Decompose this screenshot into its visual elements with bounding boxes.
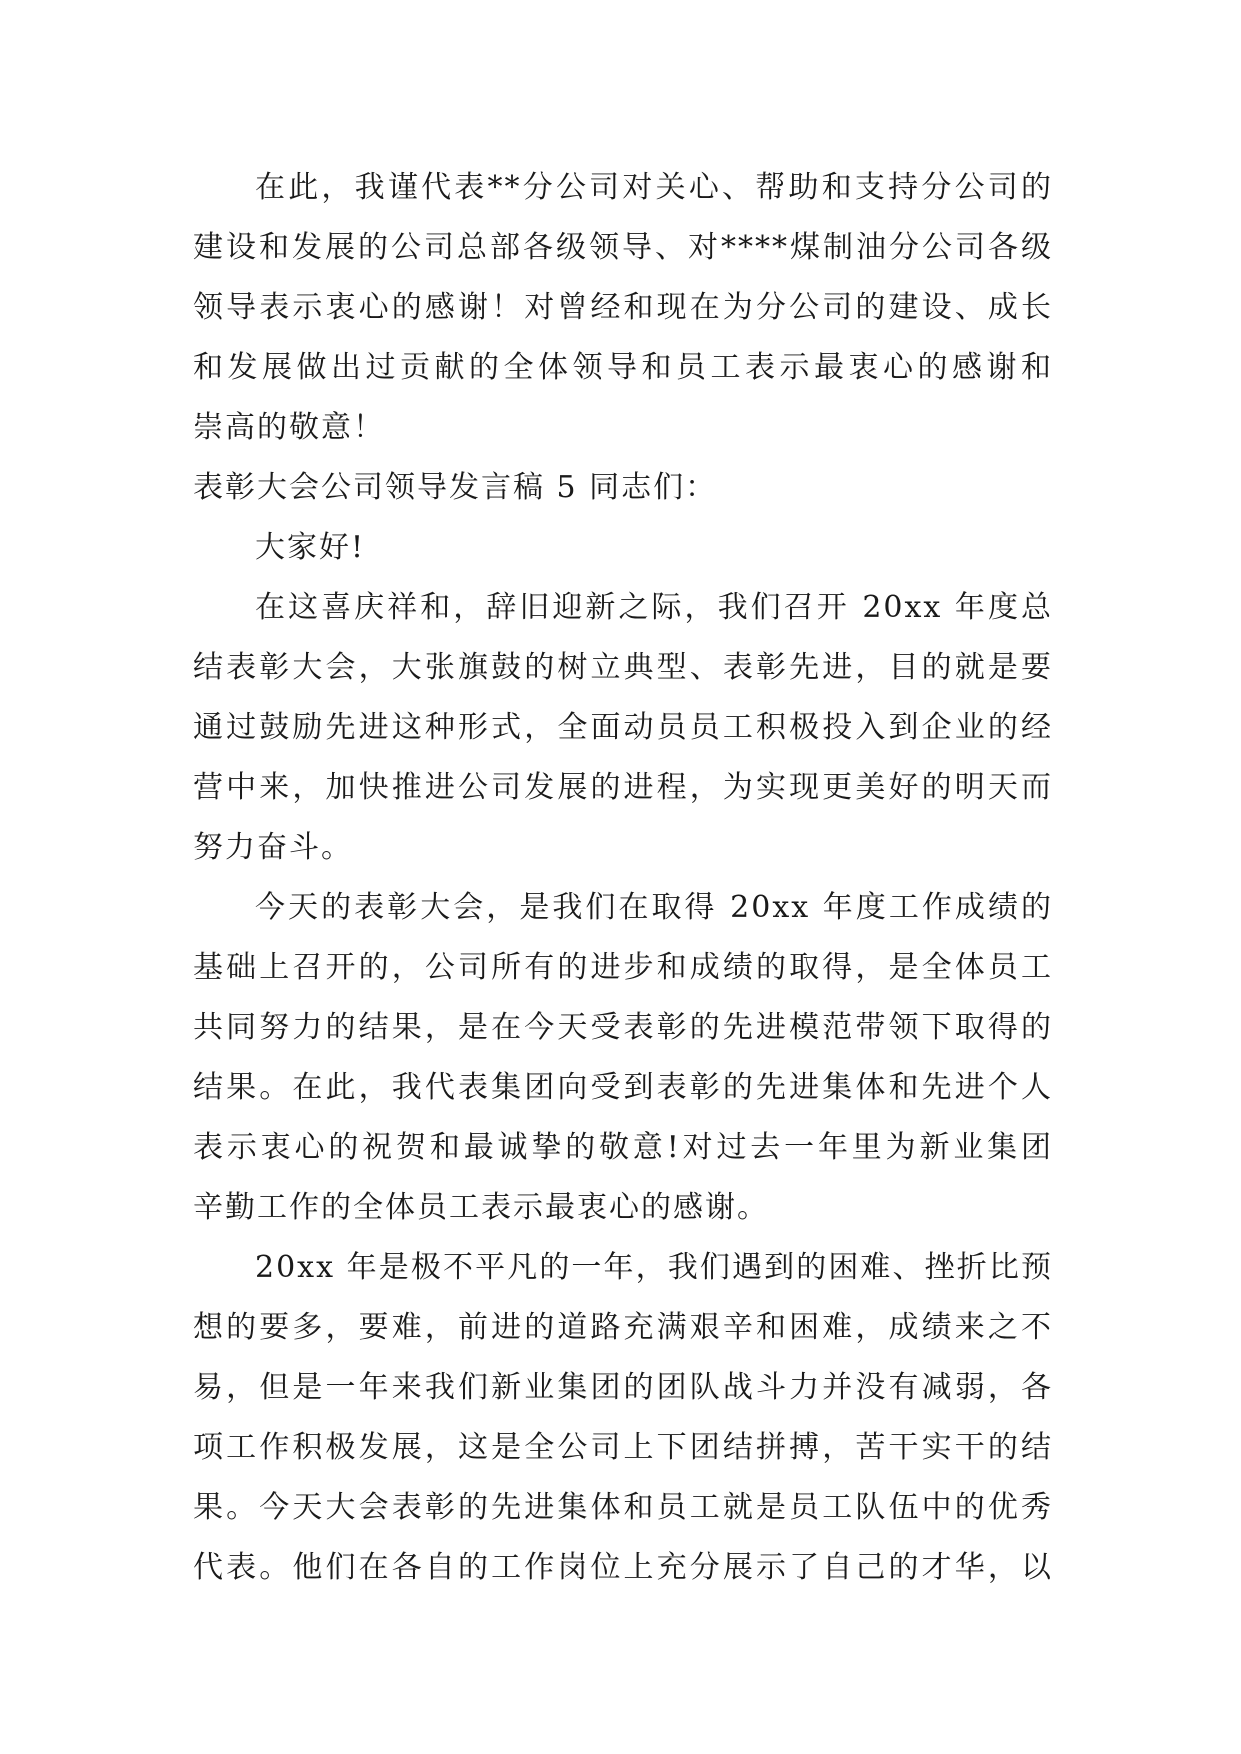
greeting: 大家好!	[255, 530, 366, 565]
section-heading: 表彰大会公司领导发言稿 5 同志们：	[193, 470, 718, 505]
text-line: 今天的表彰大会，是我们在取得 20xx 年度工作成绩的	[255, 890, 1053, 925]
text-line: 努力奋斗。	[193, 830, 353, 865]
text-line: 和发展做出过贡献的全体领导和员工表示最衷心的感谢和	[193, 350, 1053, 385]
text-line: 基础上召开的，公司所有的进步和成绩的取得，是全体员工	[193, 950, 1053, 985]
text-line: 通过鼓励先进这种形式，全面动员员工积极投入到企业的经	[193, 710, 1053, 745]
text-line: 在此，我谨代表**分公司对关心、帮助和支持分公司的	[255, 170, 1053, 205]
text-line: 代表。他们在各自的工作岗位上充分展示了自己的才华，以	[193, 1550, 1053, 1585]
text-line: 想的要多，要难，前进的道路充满艰辛和困难，成绩来之不	[193, 1310, 1053, 1345]
text-line: 建设和发展的公司总部各级领导、对****煤制油分公司各级	[193, 230, 1053, 265]
text-line: 结果。在此，我代表集团向受到表彰的先进集体和先进个人	[193, 1070, 1053, 1105]
text-line: 辛勤工作的全体员工表示最衷心的感谢。	[193, 1190, 769, 1225]
text-line: 共同努力的结果，是在今天受表彰的先进模范带领下取得的	[193, 1010, 1053, 1045]
text-line: 表示衷心的祝贺和最诚挚的敬意!对过去一年里为新业集团	[193, 1130, 1053, 1165]
text-line: 项工作积极发展，这是全公司上下团结拼搏，苦干实干的结	[193, 1430, 1053, 1465]
text-line: 在这喜庆祥和，辞旧迎新之际，我们召开 20xx 年度总	[255, 590, 1053, 625]
text-line: 20xx 年是极不平凡的一年，我们遇到的困难、挫折比预	[255, 1250, 1053, 1285]
document-body	[193, 158, 1053, 1598]
text-line: 崇高的敬意！	[193, 410, 385, 445]
text-line: 易，但是一年来我们新业集团的团队战斗力并没有减弱，各	[193, 1370, 1053, 1405]
text-line: 领导表示衷心的感谢！对曾经和现在为分公司的建设、成长	[193, 290, 1053, 325]
text-line: 营中来，加快推进公司发展的进程，为实现更美好的明天而	[193, 770, 1053, 805]
text-line: 果。今天大会表彰的先进集体和员工就是员工队伍中的优秀	[193, 1490, 1053, 1525]
text-line: 结表彰大会，大张旗鼓的树立典型、表彰先进，目的就是要	[193, 650, 1053, 685]
